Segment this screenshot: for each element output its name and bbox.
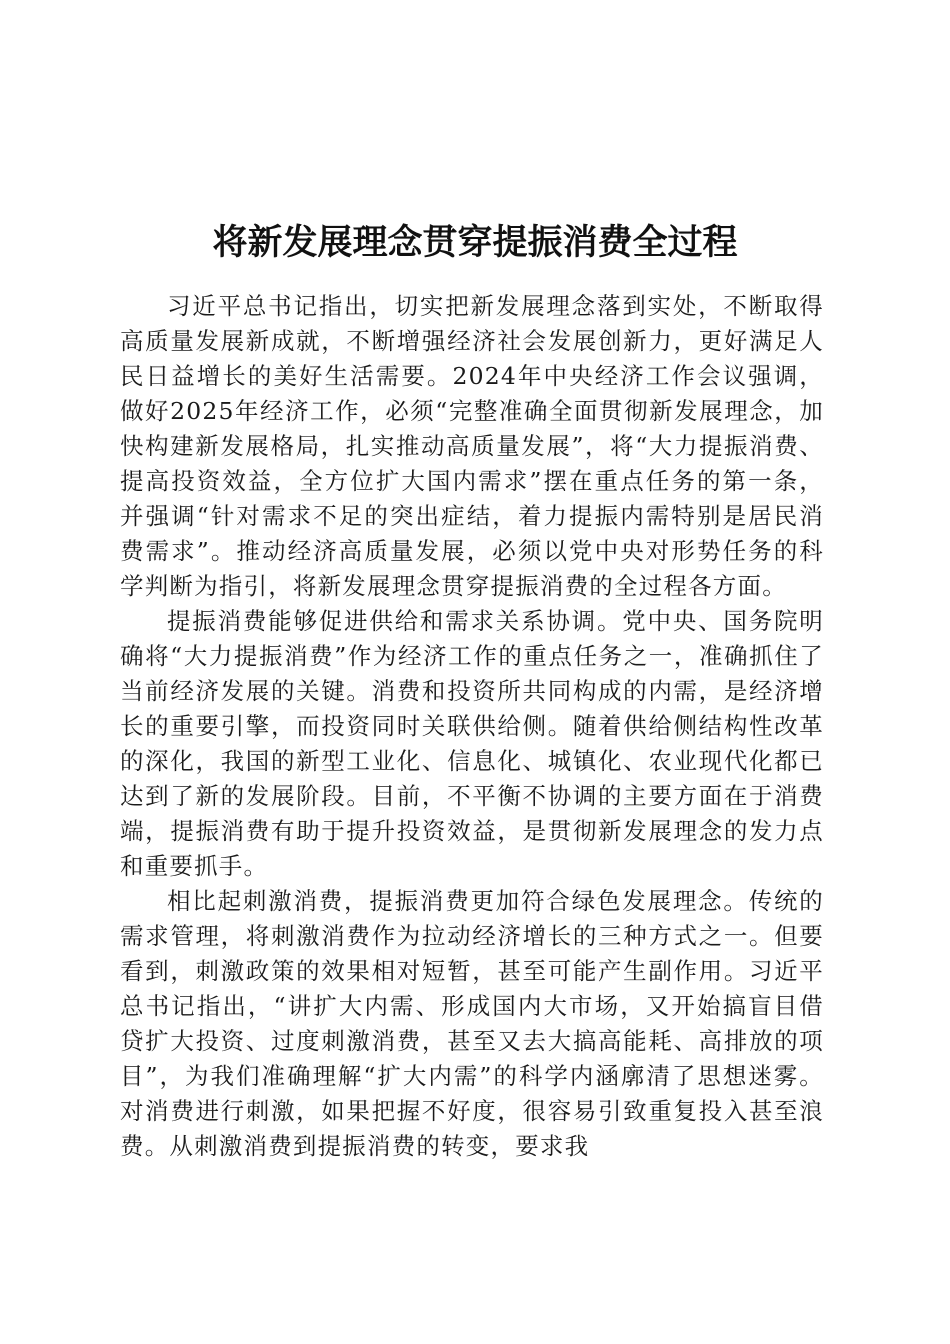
- paragraph-2: 提振消费能够促进供给和需求关系协调。党中央、国务院明确将“大力提振消费”作为经济工作的重点任务之一，准确抓住了当前经济发展的关键。消费和投资所共同构成的内需，是经济增长的重要引擎，而投资同时关联供给侧。随着供给侧结构性改革的深化，我国的新型工业化、信息化、城镇化、农业现代化都已达到了新的发展阶段。目前，不平衡不协调的主要方面在于消费端，提振消费有助于提升投资效益，是贯彻新发展理念的发力点和重要抓手。: [120, 607, 824, 880]
- paragraph-3: 相比起刺激消费，提振消费更加符合绿色发展理念。传统的需求管理，将刺激消费作为拉动经济增长的三种方式之一。但要看到，刺激政策的效果相对短暂，甚至可能产生副作用。习近平总书记指出，“讲扩大内需、形成国内大市场，又开始搞盲目借贷扩大投资、过度刺激消费，甚至又去大搞高能耗、高排放的项目”，为我们准确理解“扩大内需”的科学内涵廓清了思想迷雾。对消费进行刺激，如果把握不好度，很容易引致重复投入甚至浪费。从刺激消费到提振消费的转变，要求我: [120, 887, 824, 1160]
- paragraph-1: 习近平总书记指出，切实把新发展理念落到实处，不断取得高质量发展新成就，不断增强经济社会发展创新力，更好满足人民日益增长的美好生活需要。2024年中央经济工作会议强调，做好2025年经济工作，必须“完整准确全面贯彻新发展理念，加快构建新发展格局，扎实推动高质量发展”，将“大力提振消费、提高投资效益，全方位扩大国内需求”摆在重点任务的第一条，并强调“针对需求不足的突出症结，着力提振内需特别是居民消费需求”。推动经济高质量发展，必须以党中央对形势任务的科学判断为指引，将新发展理念贯穿提振消费的全过程各方面。: [120, 292, 824, 600]
- document-title: 将新发展理念贯穿提振消费全过程: [212, 222, 738, 264]
- document-body: [120, 289, 824, 1164]
